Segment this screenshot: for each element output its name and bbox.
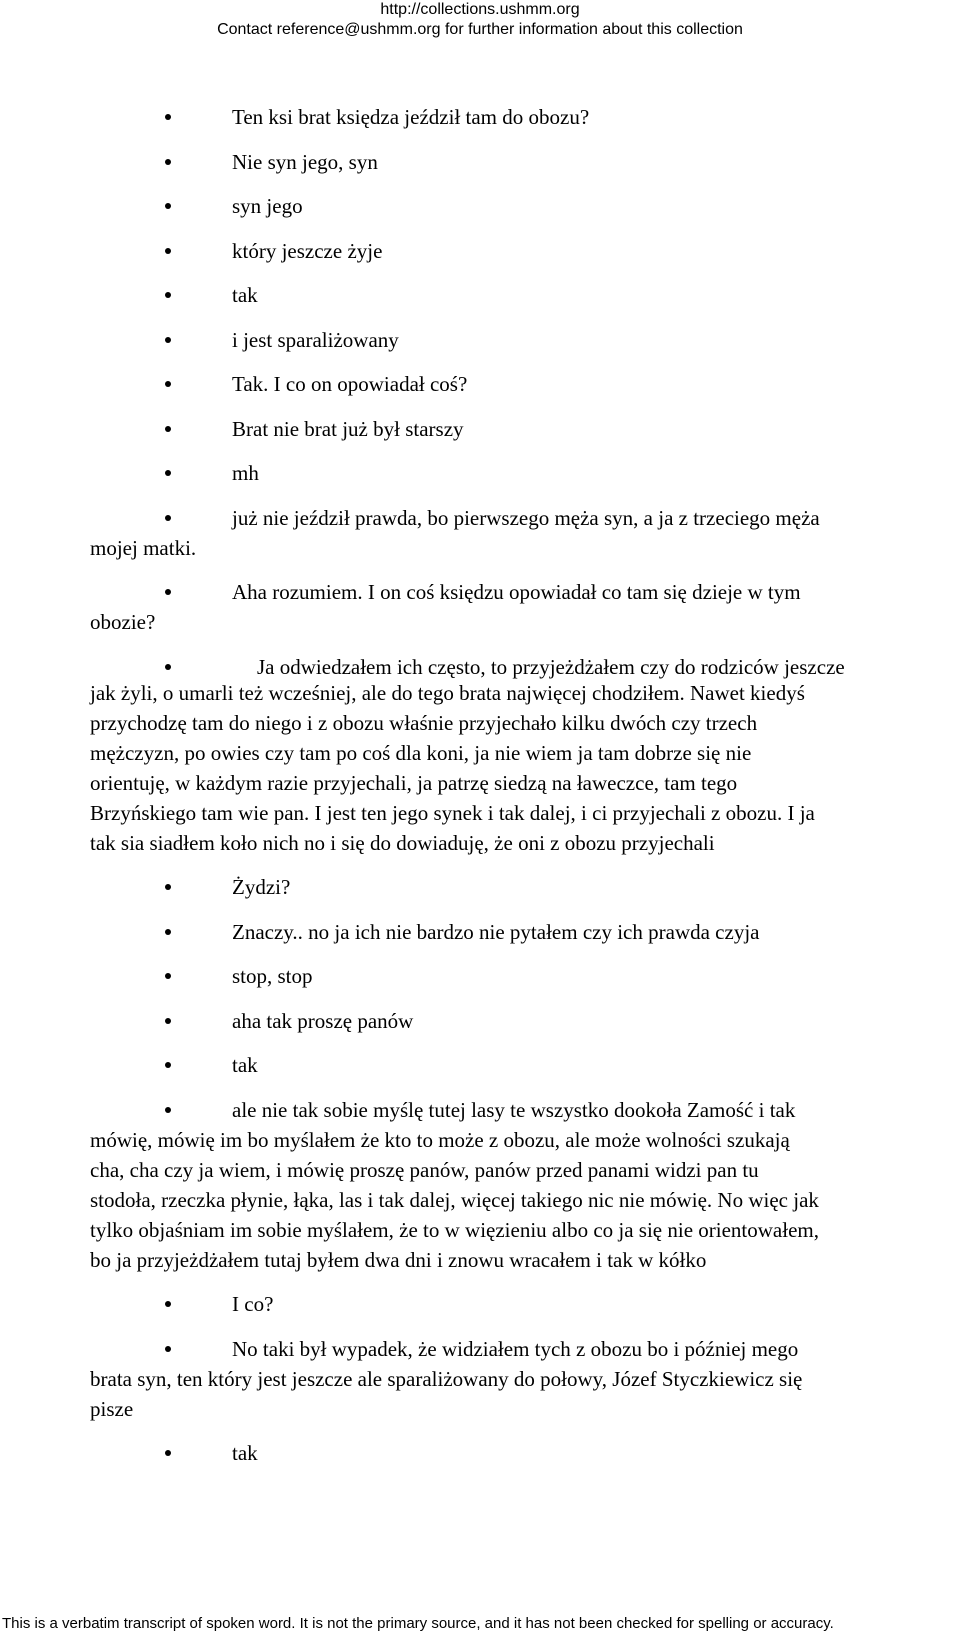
transcript-line: mh <box>232 461 259 485</box>
bullet-icon <box>165 1301 171 1307</box>
transcript-line: I co? <box>232 1292 274 1316</box>
transcript-line: stop, stop <box>232 964 313 988</box>
transcript-item <box>0 191 960 221</box>
collection-url: http://collections.ushmm.org <box>380 1 580 18</box>
transcript-line: mojej matki. <box>90 535 197 560</box>
bullet-icon <box>165 589 171 595</box>
transcript-line: Nie syn jego, syn <box>232 149 378 174</box>
transcript-line: Brzyńskiego tam wie pan. I jest ten jego synek i tak dalej, i ci przyjechali z obozu. I ja <box>90 800 815 825</box>
transcript-line: No taki był wypadek, że widziałem tych z obozu bo i później mego <box>232 1336 799 1361</box>
transcript-line: brata syn, ten który jest jeszcze ale sparaliżowany do połowy, Józef Styczkiewicz się <box>90 1366 803 1391</box>
transcript-item <box>0 369 960 399</box>
transcript-line: bo ja przyjeżdżałem tutaj byłem dwa dni i znowu wracałem i tak w kółko <box>90 1247 707 1272</box>
bullet-icon <box>165 1062 171 1068</box>
transcript-item <box>0 280 960 310</box>
transcript-item <box>0 1334 960 1424</box>
page-header <box>0 0 960 40</box>
bullet-icon <box>165 114 171 120</box>
transcript-item <box>0 503 960 563</box>
transcript-item <box>0 577 960 637</box>
transcript-item <box>0 1438 960 1468</box>
transcript-line: tak <box>232 1441 258 1465</box>
bullet-icon <box>165 470 171 476</box>
transcript-item <box>0 102 960 132</box>
page-footer-disclaimer: This is a verbatim transcript of spoken word. It is not the primary source, and it has not been checked for spelling or accuracy. <box>2 1615 834 1632</box>
transcript-line: Żydzi? <box>232 875 291 899</box>
transcript-line: Ja odwiedzałem ich często, to przyjeżdżałem czy do rodziców jeszcze <box>257 654 845 679</box>
transcript-line: Tak. I co on opowiadał coś? <box>232 372 468 396</box>
bullet-icon <box>165 1107 171 1113</box>
bullet-icon <box>165 248 171 254</box>
bullet-icon <box>165 884 171 890</box>
transcript-line: Aha rozumiem. I on coś księdzu opowiadał co tam się dzieje w tym <box>232 580 801 604</box>
bullet-icon <box>165 159 171 165</box>
transcript-line: cha, cha czy ja wiem, i mówię proszę panów, panów przed panami widzi pan tu <box>90 1157 759 1182</box>
transcript-line: jak żyli, o umarli też wcześniej, ale do tego brata najwięcej chodziłem. Nawet kiedyś <box>90 680 805 705</box>
transcript-line: Brat nie brat już był starszy <box>232 416 464 441</box>
transcript-line: stodoła, rzeczka płynie, łąka, las i tak dalej, więcej takiego nic nie mówię. No więc jak <box>90 1187 819 1212</box>
transcript-line: mężczyzn, po owies czy tam po coś dla koni, ja nie wiem ja tam dobrze się nie <box>90 740 752 765</box>
bullet-icon <box>165 664 171 670</box>
transcript-item <box>0 1289 960 1319</box>
transcript-line: Ten ksi brat księdza jeździł tam do obozu? <box>232 105 590 129</box>
transcript-item <box>0 236 960 266</box>
transcript-line: tak <box>232 1053 258 1077</box>
bullet-icon <box>165 381 171 387</box>
transcript-line: syn jego <box>232 194 303 218</box>
transcript-item <box>0 1050 960 1080</box>
bullet-icon <box>165 1346 171 1352</box>
transcript-item <box>0 414 960 444</box>
transcript-line: obozie? <box>90 610 156 634</box>
transcript-item <box>0 917 960 947</box>
transcript-line: tylko objaśniam im sobie myślałem, że to w więzieniu albo co ja się nie orientowałem, <box>90 1217 819 1242</box>
bullet-icon <box>165 1018 171 1024</box>
bullet-icon <box>165 426 171 432</box>
transcript-item <box>0 325 960 355</box>
bullet-icon <box>165 292 171 298</box>
contact-line: Contact reference@ushmm.org for further information about this collection <box>217 21 743 38</box>
transcript-line: który jeszcze żyje <box>232 238 383 263</box>
bullet-icon <box>165 929 171 935</box>
transcript-item <box>0 458 960 488</box>
transcript-item <box>0 961 960 991</box>
transcript-line: mówię, mówię im bo myślałem że kto to może z obozu, ale może wolności szukają <box>90 1127 790 1152</box>
transcript-line: tak sia siadłem koło nich no i się do dowiaduję, że oni z obozu przyjechali <box>90 830 715 855</box>
transcript-line: tak <box>232 283 258 307</box>
transcript-item <box>0 872 960 902</box>
transcript-line: przychodzę tam do niego i z obozu właśnie przyjechało kilku dwóch czy trzech <box>90 710 758 735</box>
transcript-item <box>0 652 960 858</box>
bullet-icon <box>165 203 171 209</box>
bullet-icon <box>165 973 171 979</box>
transcript-item <box>0 1006 960 1036</box>
transcript-line: pisze <box>90 1396 134 1421</box>
transcript-item <box>0 1095 960 1275</box>
transcript-line: ale nie tak sobie myślę tutej lasy te wszystko dookoła Zamość i tak <box>232 1097 796 1122</box>
transcript-line: i jest sparaliżowany <box>232 327 399 352</box>
bullet-icon <box>165 1450 171 1456</box>
transcript-line: już nie jeździł prawda, bo pierwszego męża syn, a ja z trzeciego męża <box>232 505 820 530</box>
transcript-body <box>0 102 960 1483</box>
transcript-line: aha tak proszę panów <box>232 1008 414 1033</box>
transcript-item <box>0 147 960 177</box>
transcript-line: orientuję, w każdym razie przyjechali, ja patrzę siedzą na ławeczce, tam tego <box>90 770 738 795</box>
bullet-icon <box>165 337 171 343</box>
transcript-line: Znaczy.. no ja ich nie bardzo nie pytałem czy ich prawda czyja <box>232 919 760 944</box>
bullet-icon <box>165 515 171 521</box>
